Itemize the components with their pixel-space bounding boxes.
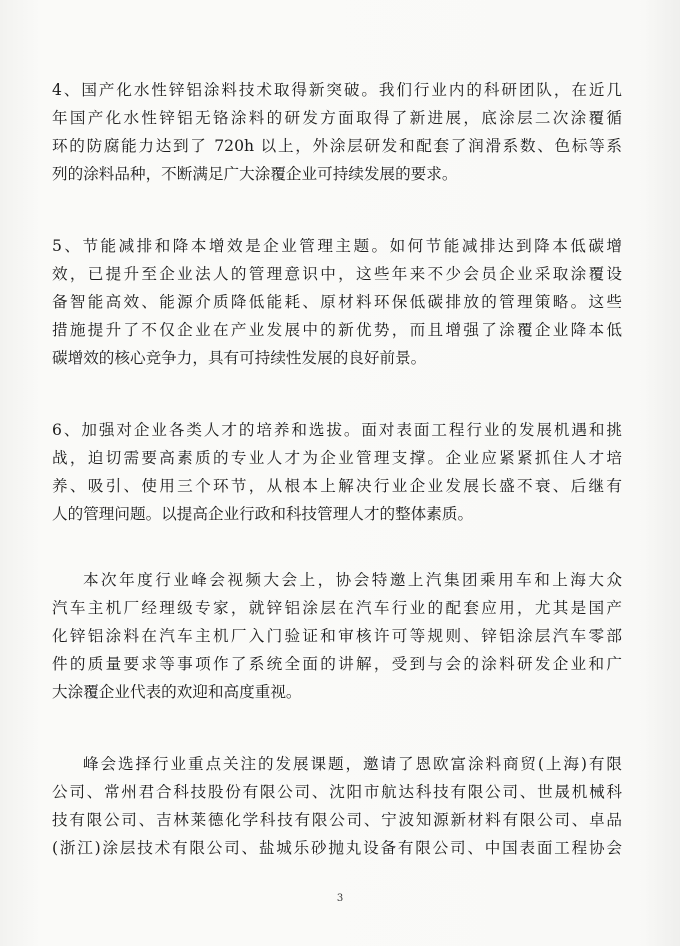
paragraph-8 <box>52 750 622 862</box>
text-line: 5、节能减排和降本增效是企业管理主题。如何节能减排达到降本低碳增 <box>52 237 622 255</box>
page-number: 3 <box>336 893 344 904</box>
text-line: 技有限公司、吉林莱德化学科技有限公司、宁波知源新材料有限公司、卓品 <box>52 811 622 829</box>
text-line: 件的质量要求等事项作了系统全面的讲解，受到与会的涂料研发企业和广 <box>52 655 622 673</box>
paragraph-7 <box>52 566 622 706</box>
text-line: 6、加强对企业各类人才的培养和选拔。面对表面工程行业的发展机遇和挑 <box>52 421 622 439</box>
text-line: 峰会选择行业重点关注的发展课题，邀请了恩欧富涂料商贸(上海)有限 <box>83 755 622 773</box>
text-line: 列的涂料品种，不断满足广大涂覆企业可持续发展的要求。 <box>52 165 458 183</box>
text-line: 养、吸引、使用三个环节，从根本上解决行业企业发展长盛不衰、后继有 <box>52 477 622 495</box>
text-line: 环的防腐能力达到了 720h 以上，外涂层研发和配套了润滑系数、色标等系 <box>52 137 622 155</box>
text-line: 4、国产化水性锌铝涂料技术取得新突破。我们行业内的科研团队，在近几 <box>52 81 622 99</box>
text-line: 碳增效的核心竞争力，具有可持续性发展的良好前景。 <box>52 349 427 367</box>
text-line: 本次年度行业峰会视频大会上，协会特邀上汽集团乘用车和上海大众 <box>83 571 622 589</box>
paragraph-5 <box>52 232 622 372</box>
text-line: 备智能高效、能源介质降低能耗、原材料环保低碳排放的管理策略。这些 <box>52 293 622 311</box>
text-line: 人的管理问题。以提高企业行政和科技管理人才的整体素质。 <box>52 505 474 523</box>
text-line: 公司、常州君合科技股份有限公司、沈阳市航达科技有限公司、世晟机械科 <box>52 783 622 801</box>
text-line: (浙江)涂层技术有限公司、盐城乐砂抛丸设备有限公司、中国表面工程协会 <box>52 839 622 857</box>
text-line: 大涂覆企业代表的欢迎和高度重视。 <box>52 683 302 701</box>
paragraph-6 <box>52 416 622 528</box>
text-line: 汽车主机厂经理级专家，就锌铝涂层在汽车行业的配套应用，尤其是国产 <box>52 599 622 617</box>
paragraph-4 <box>52 76 622 188</box>
text-line: 年国产化水性锌铝无铬涂料的研发方面取得了新进展，底涂层二次涂覆循 <box>52 109 622 127</box>
text-line: 化锌铝涂料在汽车主机厂入门验证和审核许可等规则、锌铝涂层汽车零部 <box>52 627 622 645</box>
text-line: 战，迫切需要高素质的专业人才为企业管理支撑。企业应紧紧抓住人才培 <box>52 449 622 467</box>
text-line: 措施提升了不仅企业在产业发展中的新优势，而且增强了涂覆企业降本低 <box>52 321 622 339</box>
text-line: 效，已提升至企业法人的管理意识中，这些年来不少会员企业采取涂覆设 <box>52 265 622 283</box>
